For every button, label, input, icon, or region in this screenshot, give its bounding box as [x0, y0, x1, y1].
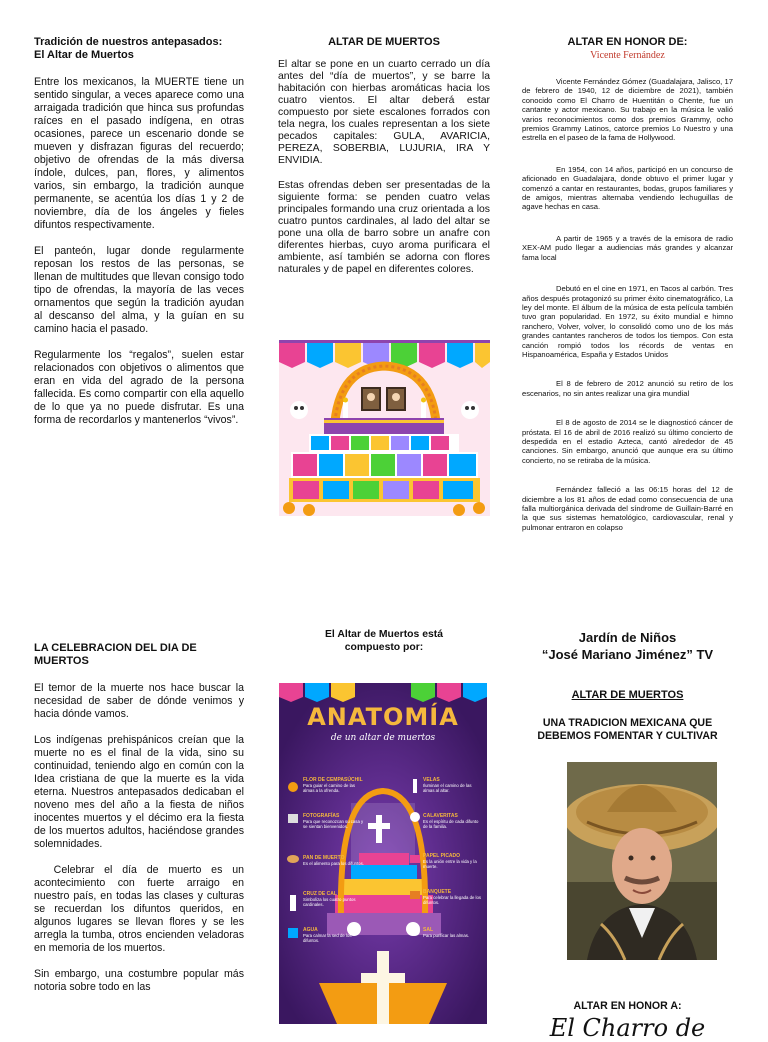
anatomy-item: FLOR DE CEMPASÚCHIL Para guiar el camino de las almas a la ofrenda. — [303, 777, 363, 794]
brochure-subtitle: UNA TRADICION MEXICANA QUE DEBEMOS FOMENTAR Y CULTIVAR — [537, 717, 718, 742]
bio-paragraph-7: Fernández falleció a las 06:15 horas del 12 de diciembre a los 81 años de edad como consecuencia de una falla multiorgánica derivada del síndrome de Guillain-Barré en la que sus sistemas hematológico, cardiovascular, renal y pulmonar entraron en colapso — [522, 485, 733, 532]
bio-paragraph-4: Debutó en el cine en 1971, en Tacos al carbón. Tres años después protagonizó su primer éxito cinematográfico, La ley del monte. El álbum de la música de esta película también tuvo gran popularidad. En 1972, su éxito mundial e himno ranchero, Volver, volver, lo consolidó como uno de los más grandes cantantes rancheros de todos los tiempos. Con esta canción rompió todos los récords de ventas en Hispanoamérica, España y Estados Unidos — [522, 284, 733, 359]
school-name-line-1: Jardín de Niños — [578, 630, 677, 645]
anatomy-items-left — [303, 777, 367, 963]
mid-bottom-column — [278, 629, 490, 668]
anatomy-item: SAL Para purificar las almas. — [423, 927, 470, 938]
anatomy-item: BANQUETE Para celebrar la llegada de los difuntos. — [423, 889, 482, 906]
left-top-paragraph-3: Regularmente los “regalos”, suelen estar relacionados con objetivos o alimentos que eran en vida del agrado de la persona fallecida. Es como compartir con ella aquello de lo que ya no puede disfrutar. Es una forma de recordarlos y mantenerlos “vivos”. — [34, 349, 244, 426]
anatomy-poster — [279, 683, 487, 1024]
mid-top-paragraph-1: El altar se pone en un cuarto cerrado un día antes del “día de muertos”, y se barre la habitación con hierbas aromáticas hacia los cuatro vientos. El altar deberá estar compuesto por siete escalones forrados con tela negra, los cuales representan a los siete pecados capitales: GULA, AVARICIA, PEREZA, SOBERBIA, LUJURIA, IRA Y ENVIDIA. — [278, 59, 490, 166]
mid-top-title: ALTAR DE MUERTOS — [328, 36, 440, 48]
right-top-title: ALTAR EN HONOR DE: — [567, 36, 688, 48]
anatomy-item: CALAVERITAS Es el espíritu de cada difunto de la familia. — [423, 813, 479, 830]
honoree-name: Vicente Fernández — [590, 50, 665, 61]
school-name-line-2: “José Mariano Jiménez” TV — [541, 647, 714, 662]
right-bottom-column — [522, 629, 733, 743]
anatomy-item: CRUZ DE CAL Simboliza los cuatro puntos cardinales. — [303, 891, 356, 908]
right-top-column — [522, 36, 733, 544]
honor-block — [522, 1000, 733, 1041]
left-top-title-1: Tradición de nuestros antepasados: — [34, 36, 223, 48]
altar-drawing — [279, 340, 490, 516]
bio-paragraph-5: El 8 de febrero de 2012 anunció su retiro de los escenarios, no sin antes realizar una gira mundial — [522, 379, 733, 398]
left-top-heading — [34, 36, 244, 62]
anatomy-poster-subtitle: de un altar de muertos — [330, 733, 436, 743]
brochure-title: ALTAR DE MUERTOS — [571, 689, 684, 701]
anatomy-item: FOTOGRAFÍAS Para que reconozcan su casa y se sientan bienvenidos. — [303, 813, 364, 830]
portrait-drawing — [567, 762, 717, 960]
honoree-signature: El Charro de — [549, 1014, 706, 1042]
anatomy-item: PAPEL PICADO Es la unión entre la vida y la muerte. — [423, 853, 477, 870]
honoree-portrait — [567, 762, 717, 960]
bio-paragraph-3: A partir de 1965 y a través de la emisora de radio XEX-AM pudo llegar a audiencias más grandes y alcanzar fama local — [522, 233, 733, 262]
left-bottom-title: LA CELEBRACION DEL DIA DE MUERTOS — [34, 642, 197, 667]
left-top-column — [34, 36, 244, 440]
left-top-paragraph-2: El panteón, lugar donde regularmente reposan los restos de las personas, se llenan de multitudes que llevan consigo todo tipo de ofrendas, la mayoría de las veces ornamentos que según la tradición ayudan al descanso del alma, y la guían en su camino hacia el pasado. — [34, 245, 244, 335]
mid-bottom-title: El Altar de Muertos está compuesto por: — [325, 629, 443, 653]
left-bottom-paragraph-2: Los indígenas prehispánicos creían que la muerte no es el final de la vida, sino su continuidad, teniendo algo en común con la Idea cristiana de que la muerte es la vida eterna. Nuestros antepasados dedicaban el noveno mes del año a la fiesta de niños inocentes muertos y el décimo era la fiesta de los muertos adultos, haciéndose grandes solemnidades. — [34, 734, 244, 850]
anatomy-items-right — [423, 777, 483, 963]
mid-top-paragraph-2: Estas ofrendas deben ser presentadas de la siguiente forma: se penden cuatro velas principales formando una cruz orientada a los cuatro puntos cardinales, al lado del altar se pone una olla de barro sobre un anafre con diferentes hierbas, cuyo aroma purificara el ambiente, así también se adorna con flores naturales y de papel en diferentes colores. — [278, 180, 490, 275]
bio-paragraph-6: El 8 de agosto de 2014 se le diagnosticó cáncer de próstata. El 16 de abril de 2016 realizó su último concierto de despedida en el estadio Azteca, cantó alrededor de 45 canciones. Sin embargo, anunció que aunque era su último concierto, no se retiraba de la música. — [522, 418, 733, 465]
left-bottom-paragraph-1: El temor de la muerte nos hace buscar la necesidad de saber de dónde venimos y hacia dónde vamos. — [34, 682, 244, 720]
altar-illustration — [279, 340, 490, 516]
mid-top-column — [278, 36, 490, 289]
left-bottom-paragraph-3: Celebrar el día de muerto es un acontecimiento con fuerte arraigo en nuestro país, en todas las clases y culturas se recuerdan los difuntos queridos, en algunos lugares se llevan flores y se les arregla la tumba, otros encienden veladoras en memoria de los muertos. — [34, 864, 247, 954]
left-bottom-paragraph-4: Sin embargo, una costumbre popular más notoria sobre todo en las — [34, 968, 244, 993]
bio-paragraph-2: En 1954, con 14 años, participó en un concurso de aficionado en Guadalajara, donde obtuvo el primer lugar y comenzó a cantar en restaurantes, bodas, grupos familiares y de amigos, mientras alternaba vendiendo lechuguillas de agave hechas en casa. — [522, 164, 733, 212]
left-top-paragraph-1: Entre los mexicanos, la MUERTE tiene un sentido singular, a veces aparece como una arraigada tradición que hinca sus profundas raíces en el pasado indígena, en otras ocasiones, parece un escenario donde se mueven y disfrazan figuras del recuerdo; objetivo de ofrendas de la más diversa índole, dulces, pan, flores, y alimentos varios, sin embargo, la tradición aunque permanente, se acentúa los días 1 y 2 de noviembre, día de los ángeles y fieles difuntos respectivamente. — [34, 76, 244, 231]
anatomy-item: AGUA Para calmar la sed de los difuntos. — [303, 927, 352, 944]
left-top-title-2: El Altar de Muertos — [34, 49, 134, 61]
honor-label: ALTAR EN HONOR A: — [573, 1000, 682, 1012]
left-bottom-column — [34, 642, 247, 1007]
bio-paragraph-1: Vicente Fernández Gómez (Guadalajara, Jalisco, 17 de febrero de 1940, 12 de diciembre de 2021), también conocido como El Charro de Huentitán o Chente, fue un cantante y actor mexicano. Su trabajo en la música le valió varios reconocimientos como dos premios Grammy, ocho premios Grammy Latinos, catorce premios Lo Nuestro y una estrella en el paseo de la fama de Hollywood. — [522, 77, 733, 143]
anatomy-item: PAN DE MUERTO Es el alimento para los difuntos. — [303, 855, 364, 866]
anatomy-poster-title: ANATOMÍA — [307, 703, 459, 731]
anatomy-item: VELAS Iluminan el camino de las almas al altar. — [423, 777, 472, 794]
